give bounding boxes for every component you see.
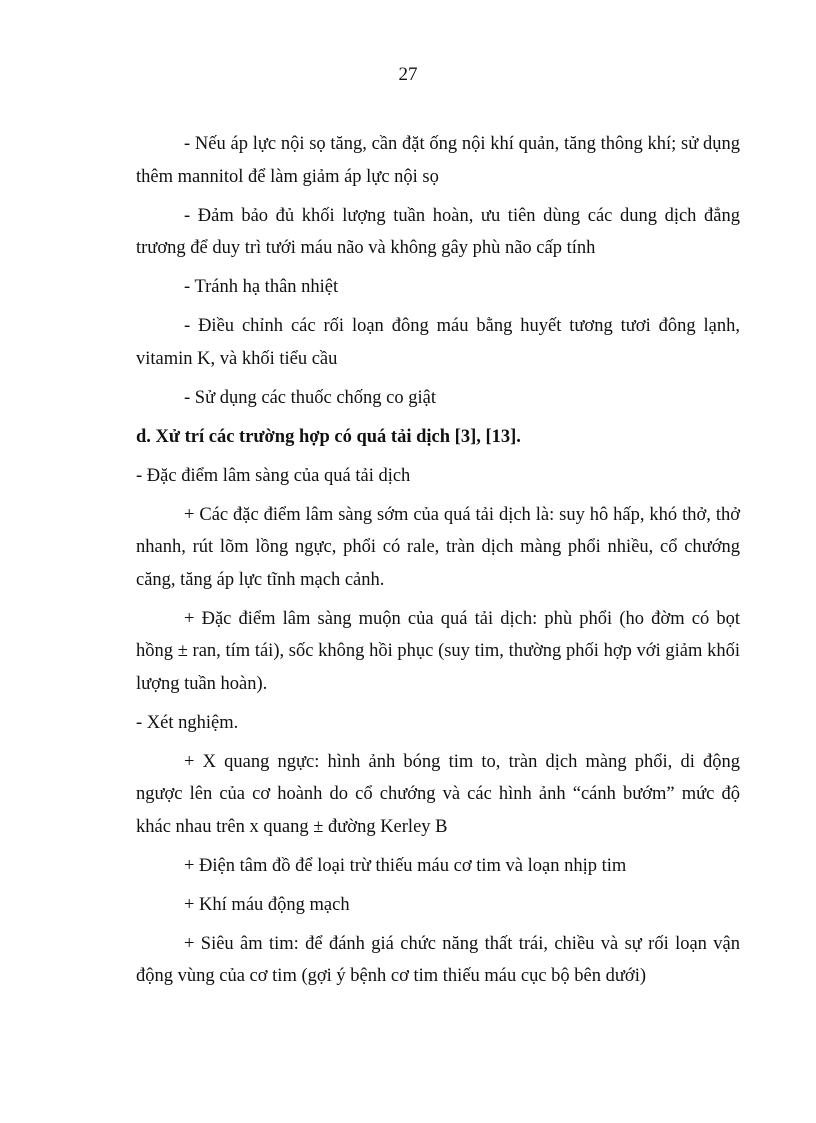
document-body: [136, 128, 740, 999]
paragraph-arterial-blood-gas: + Khí máu động mạch: [184, 894, 350, 915]
paragraph-circulating-volume: - Đảm bảo đủ khối lượng tuần hoàn, ưu tiên dùng các dung dịch đẳng trương để duy trì tưới máu não và không gây phù não cấp tính: [136, 205, 740, 258]
paragraph-avoid-hypothermia: - Tránh hạ thân nhiệt: [184, 277, 339, 297]
paragraph-anticonvulsants: - Sử dụng các thuốc chống co giật: [184, 387, 436, 408]
paragraph-chest-xray: + X quang ngực: hình ảnh bóng tim to, tràn dịch màng phổi, di động ngược lên của cơ hoành do cổ chướng và các hình ảnh “cánh bướm” mức độ khác nhau trên x quang ± đường Kerley B: [136, 751, 740, 837]
paragraph-ecg: + Điện tâm đồ để loại trừ thiếu máu cơ tim và loạn nhịp tim: [184, 855, 627, 876]
paragraph-echocardiography: + Siêu âm tim: để đánh giá chức năng thất trái, chiều và sự rối loạn vận động vùng của cơ tim (gợi ý bệnh cơ tim thiếu máu cục bộ bên dưới): [136, 933, 740, 986]
paragraph-coagulation: - Điều chỉnh các rối loạn đông máu bằng huyết tương tươi đông lạnh, vitamin K, và khối tiểu cầu: [136, 316, 740, 369]
section-heading-fluid-overload: d. Xử trí các trường hợp có quá tải dịch [3], [13].: [136, 426, 521, 447]
paragraph-intracranial-pressure: - Nếu áp lực nội sọ tăng, cần đặt ống nội khí quản, tăng thông khí; sử dụng thêm mannitol để làm giảm áp lực nội sọ: [136, 134, 740, 187]
paragraph-clinical-features-title: - Đặc điểm lâm sàng của quá tải dịch: [136, 465, 411, 486]
page-number: 27: [398, 64, 418, 85]
paragraph-early-signs: + Các đặc điểm lâm sàng sớm của quá tải dịch là: suy hô hấp, khó thở, thở nhanh, rút lõm lồng ngực, phổi có rale, tràn dịch màng phổi nhiều, cổ chướng căng, tăng áp lực tĩnh mạch cảnh.: [136, 504, 740, 590]
paragraph-late-signs: + Đặc điểm lâm sàng muộn của quá tải dịch: phù phổi (ho đờm có bọt hồng ± ran, tím tái), sốc không hồi phục (suy tim, thường phối hợp với giảm khối lượng tuần hoàn).: [136, 608, 740, 694]
paragraph-tests-title: - Xét nghiệm.: [136, 712, 239, 733]
